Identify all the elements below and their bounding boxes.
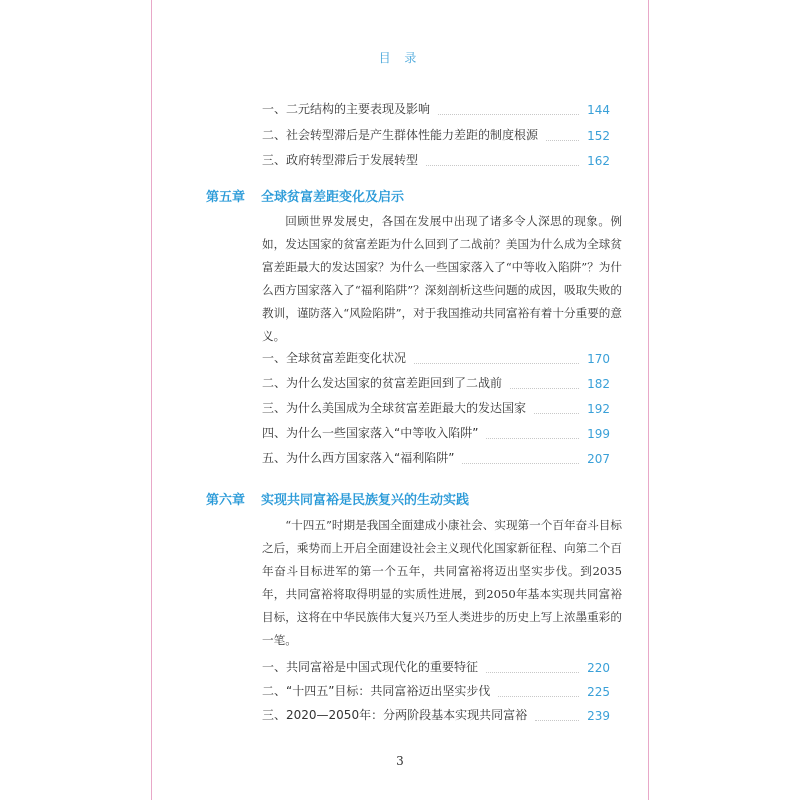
toc-entry-title: 三、政府转型滞后于发展转型 <box>262 153 419 167</box>
toc-entry-title: 二、社会转型滞后是产生群体性能力差距的制度根源 <box>262 128 539 142</box>
dot-leader <box>486 672 579 673</box>
chapter-intro: 回顾世界发展史，各国在发展中出现了诸多令人深思的现象。例如，发达国家的贫富差距为什么回到了二战前？美国为什么成为全球贫富差距最大的发达国家？为什么一些国家落入了“中等收入陷阱”？为什么西方国家落入了“福利陷阱”？深刻剖析这些问题的成因，吸取失败的教训，谨防落入“风险陷阱”，对于我国推动共同富裕有着十分重要的意义。 <box>262 214 622 343</box>
toc-entry[interactable] <box>262 449 610 466</box>
toc-entry[interactable] <box>262 424 610 441</box>
toc-entry[interactable] <box>262 151 610 168</box>
toc-entry-page: 207 <box>587 452 610 466</box>
toc-entry[interactable] <box>262 399 610 416</box>
toc-entry-page: 182 <box>587 377 610 391</box>
chapter-heading[interactable] <box>206 186 404 205</box>
toc-entry-page: 199 <box>587 427 610 441</box>
dot-leader <box>438 114 579 115</box>
toc-entry-title: 四、为什么一些国家落入“中等收入陷阱” <box>262 426 479 440</box>
dot-leader <box>546 140 579 141</box>
toc-entry-page: 152 <box>587 129 610 143</box>
dot-leader <box>510 388 579 389</box>
page-number: 3 <box>396 754 404 768</box>
dot-leader <box>534 413 579 414</box>
toc-entry[interactable] <box>262 126 610 143</box>
toc-entry[interactable] <box>262 349 610 366</box>
toc-entry-title: 一、共同富裕是中国式现代化的重要特征 <box>262 660 479 674</box>
chapter-title: 全球贫富差距变化及启示 <box>261 190 405 205</box>
toc-entry-title: 五、为什么西方国家落入“福利陷阱” <box>262 451 455 465</box>
dot-leader <box>426 165 579 166</box>
toc-entry-title: 三、2020—2050年：分两阶段基本实现共同富裕 <box>262 708 528 722</box>
toc-entry-title: 一、二元结构的主要表现及影响 <box>262 102 431 116</box>
toc-entry-title: 二、“十四五”目标：共同富裕迈出坚实步伐 <box>262 684 491 698</box>
toc-entry-page: 220 <box>587 661 610 675</box>
page-frame-left <box>151 0 152 800</box>
dot-leader <box>535 720 579 721</box>
toc-entry[interactable] <box>262 100 610 117</box>
chapter-number: 第五章 <box>206 190 246 205</box>
toc-entry-page: 192 <box>587 402 610 416</box>
toc-entry[interactable] <box>262 658 610 675</box>
toc-entry-title: 一、全球贫富差距变化状况 <box>262 351 407 365</box>
toc-entry-page: 144 <box>587 103 610 117</box>
toc-entry-title: 三、为什么美国成为全球贫富差距最大的发达国家 <box>262 401 527 415</box>
toc-entry-page: 225 <box>587 685 610 699</box>
chapter-title: 实现共同富裕是民族复兴的生动实践 <box>261 493 470 508</box>
toc-entry-page: 239 <box>587 709 610 723</box>
chapter-heading[interactable] <box>206 489 469 508</box>
page-title: 目 录 <box>378 51 422 65</box>
dot-leader <box>414 363 579 364</box>
chapter-number: 第六章 <box>206 493 246 508</box>
toc-entry[interactable] <box>262 374 610 391</box>
toc-entry-title: 二、为什么发达国家的贫富差距回到了二战前 <box>262 376 503 390</box>
dot-leader <box>486 438 579 439</box>
dot-leader <box>498 696 579 697</box>
toc-entry[interactable] <box>262 706 610 723</box>
dot-leader <box>462 463 579 464</box>
toc-entry-page: 162 <box>587 154 610 168</box>
chapter-intro: “十四五”时期是我国全面建成小康社会、实现第一个百年奋斗目标之后，乘势而上开启全面建设社会主义现代化国家新征程、向第二个百年奋斗目标进军的第一个五年，共同富裕将迈出坚实步伐。到2035年，共同富裕将取得明显的实质性进展，到2050年基本实现共同富裕目标，这将在中华民族伟大复兴乃至人类进步的历史上写上浓墨重彩的一笔。 <box>262 518 622 647</box>
page-frame-right <box>648 0 649 800</box>
toc-entry-page: 170 <box>587 352 610 366</box>
toc-entry[interactable] <box>262 682 610 699</box>
